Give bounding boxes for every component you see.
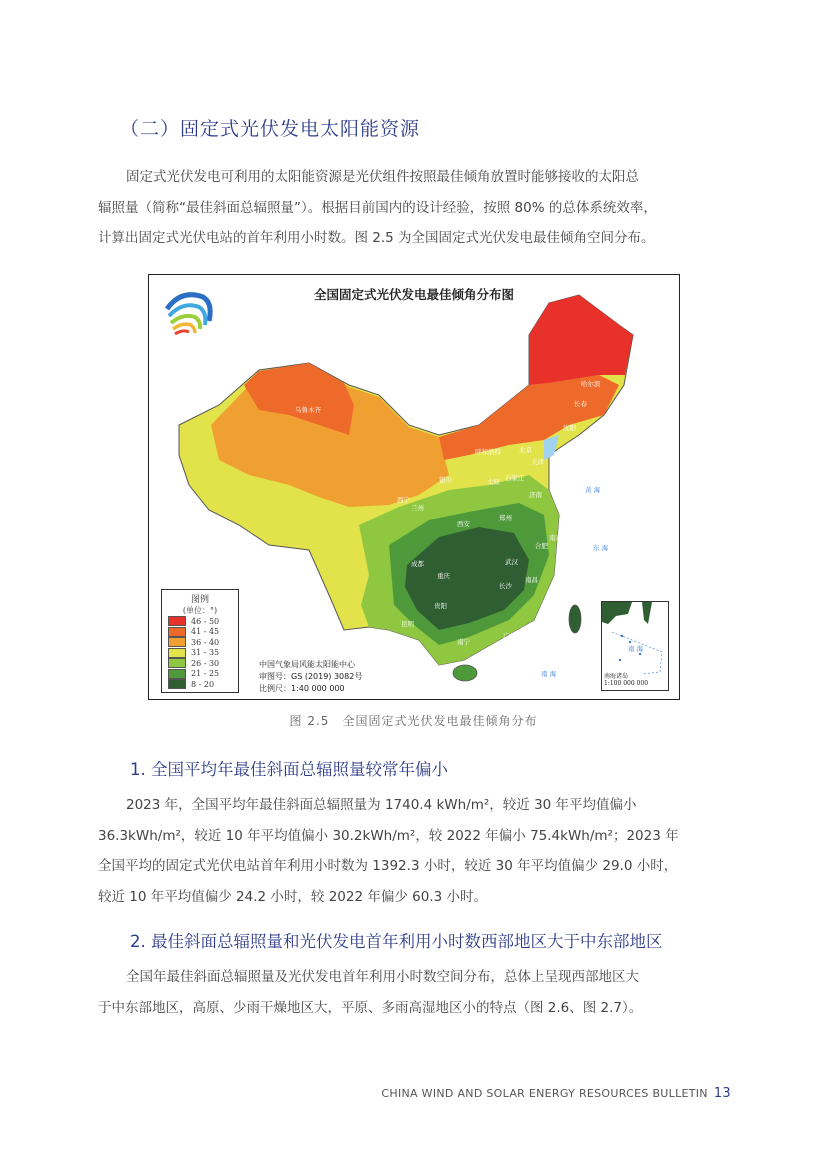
- page-footer: [381, 1086, 731, 1101]
- intro-line: 固定式光伏发电可利用的太阳能资源是光伏组件按照最佳倾角放置时能够接收的太阳总: [126, 169, 639, 185]
- city-label: 福州: [559, 596, 572, 604]
- city-label: 长春: [574, 400, 587, 408]
- city-label: 西宁: [397, 496, 410, 504]
- city-label: 长沙: [499, 582, 512, 590]
- paragraph-line: 2023 年，全国平均年最佳斜面总辐照量为 1740.4 kWh/m²，较近 30 年平均值偏小: [126, 797, 637, 813]
- figure-caption: 图 2.5 全国固定式光伏发电最佳倾角分布: [289, 714, 538, 728]
- city-label: 太原: [487, 478, 500, 486]
- city-label: 郑州: [499, 514, 512, 522]
- inset-label: 南海诸岛 1:100 000 000: [604, 673, 649, 687]
- map-scale: 比例尺：1:40 000 000: [259, 684, 345, 693]
- legend-item: 41 - 45: [168, 627, 238, 638]
- city-label: 海口: [479, 670, 492, 678]
- paragraph-2: [98, 962, 728, 1023]
- city-label: 南昌: [525, 576, 538, 584]
- subheading-2: 2. 最佳斜面总辐照量和光伏发电首年利用小时数西部地区大于中东部地区: [130, 932, 663, 951]
- legend-item: 46 - 50: [168, 616, 238, 627]
- page-number: 13: [713, 1086, 731, 1101]
- legend-item: 8 - 20: [168, 679, 238, 690]
- sea-label: 南 海: [541, 670, 557, 678]
- city-label: 拉萨: [269, 576, 282, 584]
- city-label: 呼和浩特: [475, 448, 501, 456]
- city-label: 北京: [519, 446, 532, 454]
- city-label: 重庆: [437, 572, 450, 580]
- city-label: 广州: [503, 632, 516, 640]
- legend-title: 图例: [190, 595, 209, 605]
- intro-paragraph: [98, 162, 728, 254]
- city-label: 西安: [457, 520, 470, 528]
- south-china-sea-inset: [601, 601, 669, 691]
- city-label: 南京: [549, 534, 562, 542]
- legend-item: 26 - 30: [168, 658, 238, 669]
- map-legend: [161, 589, 239, 693]
- map-credit-org: 中国气象局风能太阳能中心: [259, 660, 355, 669]
- city-label: 香港: [513, 644, 526, 652]
- city-label: 天津: [531, 458, 544, 466]
- sea-label: 黄 海: [585, 486, 601, 494]
- legend-item: 21 - 25: [168, 669, 238, 680]
- city-label: 合肥: [535, 542, 548, 550]
- footer-title: CHINA WIND AND SOLAR ENERGY RESOURCES BULLETIN: [381, 1087, 708, 1100]
- paragraph-line: 36.3kWh/m²，较近 10 年平均值偏小 30.2kWh/m²，较 2022 年偏小 75.4kWh/m²；2023 年: [98, 827, 679, 844]
- city-label: 乌鲁木齐: [295, 406, 321, 414]
- subheading-1: 1. 全国平均年最佳斜面总辐照量较常年偏小: [130, 760, 448, 779]
- city-label: 成都: [411, 560, 424, 568]
- city-label: 哈尔滨: [581, 380, 601, 388]
- city-label: 沈阳: [563, 424, 576, 432]
- city-label: 上海: [583, 538, 596, 546]
- paragraph-line: 全国平均的固定式光伏电站首年利用小时数为 1392.3 小时，较近 30 年平均值偏少 29.0 小时，: [98, 858, 678, 874]
- legend-item: 36 - 40: [168, 637, 238, 648]
- map-credit-number: 审图号：GS (2019) 3082号: [259, 672, 363, 681]
- city-label: 兰州: [411, 504, 424, 512]
- paragraph-line: 较近 10 年平均值偏少 24.2 小时，较 2022 年偏少 60.3 小时。: [98, 888, 487, 905]
- city-label: 武汉: [505, 558, 518, 566]
- map-title: 全国固定式光伏发电最佳倾角分布图: [313, 287, 514, 302]
- city-label: 南宁: [457, 638, 470, 646]
- paragraph-1: [98, 790, 728, 912]
- intro-line: 辐照量（简称“最佳斜面总辐照量”）。根据目前国内的设计经验，按照 80% 的总体系统效率，: [98, 199, 657, 216]
- map-figure: [148, 274, 680, 700]
- city-label: 济南: [529, 491, 542, 499]
- city-label: 杭州: [563, 552, 576, 560]
- sea-label: 东 海: [593, 544, 609, 552]
- intro-line: 计算出固定式光伏电站的首年利用小时数。图 2.5 为全国固定式光伏发电最佳倾角空间分布。: [98, 230, 655, 246]
- city-label: 贵阳: [434, 602, 447, 610]
- legend-item: 31 - 35: [168, 648, 238, 659]
- city-label: 银川: [439, 476, 452, 484]
- city-label: 昆明: [401, 620, 414, 628]
- city-label: 台北: [583, 602, 596, 610]
- paragraph-line: 于中东部地区，高原、少雨干燥地区大，平原、多雨高湿地区小的特点（图 2.6、图 2.7）。: [98, 999, 643, 1016]
- city-label: 石家庄: [505, 474, 525, 482]
- paragraph-line: 全国年最佳斜面总辐照量及光伏发电首年利用小时数空间分布，总体上呈现西部地区大: [126, 969, 639, 985]
- legend-unit: (单位：°): [182, 606, 218, 615]
- inset-sea-label: 南 海: [628, 645, 644, 653]
- section-heading: （二）固定式光伏发电太阳能资源: [120, 118, 421, 140]
